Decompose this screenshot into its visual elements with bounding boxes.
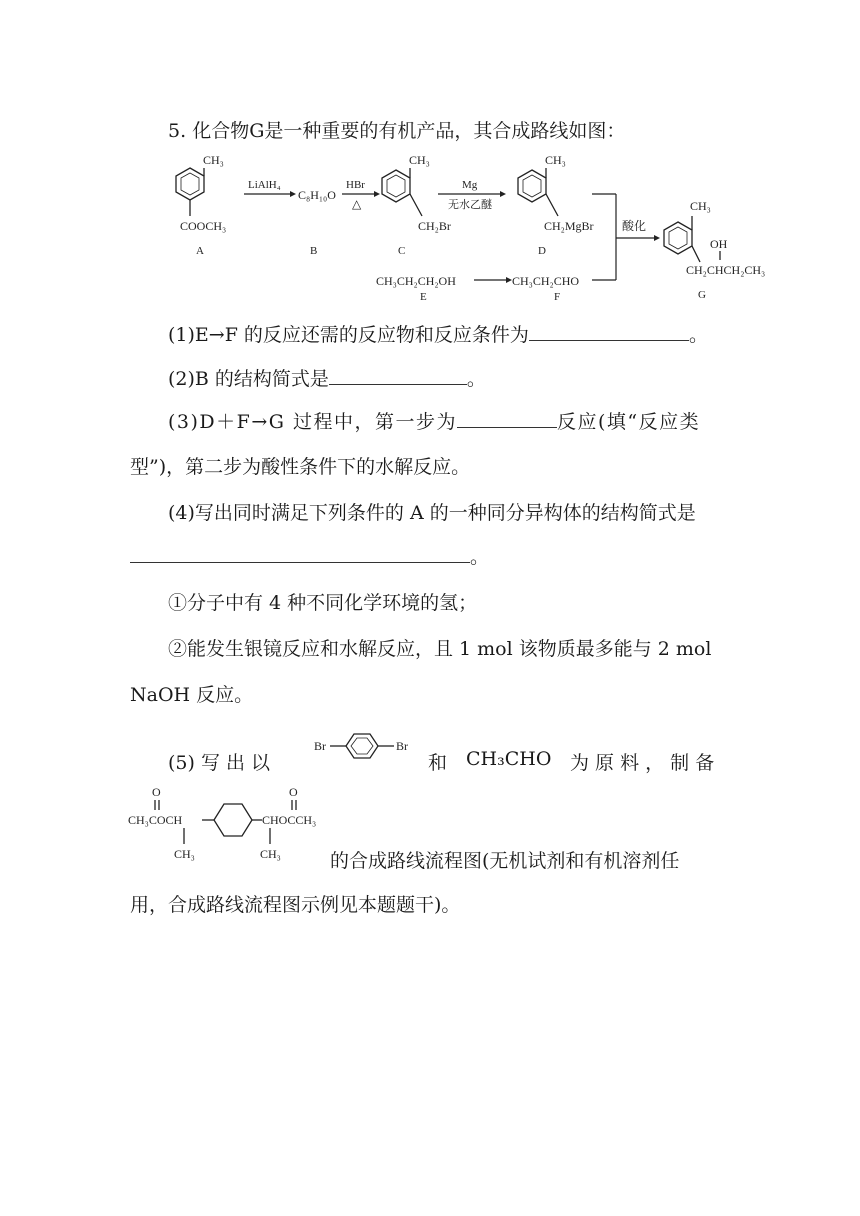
g-chain: CH₂CHCH₂CH₃ — [686, 263, 766, 277]
q3-answer-blank[interactable] — [457, 409, 557, 428]
label-g: G — [698, 289, 706, 301]
question-5-line4: 用，合成路线流程图示例见本题题干)。 — [130, 894, 461, 916]
q2-text: (2)B 的结构简式是 — [168, 368, 329, 390]
target-me-right: CH₃ — [260, 847, 281, 861]
d-top-group: CH₃ — [545, 153, 566, 167]
q5-reagent: CH₃CHO — [466, 748, 552, 770]
molecule-d — [518, 153, 594, 257]
condition-b-c: △ — [352, 197, 362, 211]
question-number: 5. — [168, 120, 187, 142]
a-top-group: CH₃ — [203, 153, 224, 167]
q5-rest: 为 原 料 ， 制 备 — [570, 752, 715, 774]
question-stem-text: 化合物G是一种重要的有机产品，其合成路线如图： — [192, 120, 626, 142]
reagent-a-b: LiAlH₄ — [248, 179, 281, 191]
label-a: A — [196, 245, 204, 257]
dibromobenzene-structure — [312, 730, 424, 770]
arrow-c-d-head — [500, 191, 506, 197]
q1-text: (1)E→F 的反应还需的反应物和反应条件为 — [168, 324, 529, 346]
question-5-prefix: (5) 写 出 以 — [168, 752, 271, 774]
question-1 — [168, 320, 768, 347]
g-top-group: CH₃ — [690, 199, 711, 213]
target-o-left: O — [152, 785, 161, 799]
target-o-right: O — [289, 785, 298, 799]
question-5-line3: 的合成路线流程图(无机试剂和有机溶剂任 — [330, 850, 680, 872]
reagent-b-c: HBr — [346, 179, 365, 191]
question-3-line2: 型”)，第二步为酸性条件下的水解反应。 — [130, 456, 471, 478]
question-stem — [168, 116, 768, 143]
synthesis-scheme — [160, 150, 790, 310]
a-bottom-group: COOCH₃ — [180, 219, 227, 233]
d-bottom-group: CH₂MgBr — [544, 219, 594, 233]
arrow-b-c-head — [374, 191, 380, 197]
reagent-c-d: Mg — [462, 179, 478, 191]
label-f: F — [554, 291, 561, 303]
condition-2: ②能发生银镜反应和水解反应，且 1 mol 该物质最多能与 2 mol — [168, 638, 712, 660]
q2-answer-blank[interactable] — [329, 366, 467, 385]
formula-f: CH₃CH₂CHO — [512, 274, 580, 288]
arrow-a-b-head — [290, 191, 296, 197]
g-oh: OH — [710, 237, 728, 251]
label-c: C — [398, 245, 406, 257]
condition-1: ①分子中有 4 种不同化学环境的氢； — [168, 592, 478, 614]
target-right: CHOCCH₃ — [262, 813, 317, 827]
q1-end: 。 — [688, 324, 708, 346]
reagent-g: 酸化 — [622, 219, 647, 233]
c-top-group: CH₃ — [409, 153, 430, 167]
label-e: E — [420, 291, 427, 303]
q4-answer-blank[interactable] — [130, 544, 470, 563]
question-4: (4)写出同时满足下列条件的 A 的一种同分异构体的结构简式是 — [168, 502, 696, 524]
q4-end: 。 — [470, 546, 490, 568]
target-left: CH₃COCH — [128, 813, 183, 827]
target-me-left: CH₃ — [174, 847, 195, 861]
br-left: Br — [314, 739, 326, 753]
q3-text: (3)D＋F→G 过程中，第一步为 — [168, 411, 457, 433]
q3-after: 反应(填“反应类 — [556, 411, 701, 433]
question-3 — [168, 407, 768, 434]
target-structure — [126, 782, 336, 864]
condition-c-d: 无水乙醚 — [448, 199, 492, 211]
q1-answer-blank[interactable] — [529, 322, 689, 341]
molecule-a — [176, 153, 226, 257]
label-b: B — [310, 245, 318, 257]
br-right: Br — [396, 739, 408, 753]
arrow-to-g-head — [654, 235, 660, 241]
label-d: D — [538, 245, 546, 257]
c-bottom-group: CH₂Br — [418, 219, 451, 233]
molecule-c — [382, 153, 451, 257]
molecule-g — [664, 199, 765, 301]
condition-2-line2: NaOH 反应。 — [130, 684, 254, 706]
formula-b: C₈H₁₀O — [298, 188, 336, 202]
q2-end: 。 — [466, 368, 486, 390]
formula-e: CH₃CH₂CH₂OH — [376, 274, 456, 288]
question-4-line2 — [130, 542, 730, 569]
question-2 — [168, 364, 768, 391]
q5-and: 和 — [428, 752, 448, 774]
